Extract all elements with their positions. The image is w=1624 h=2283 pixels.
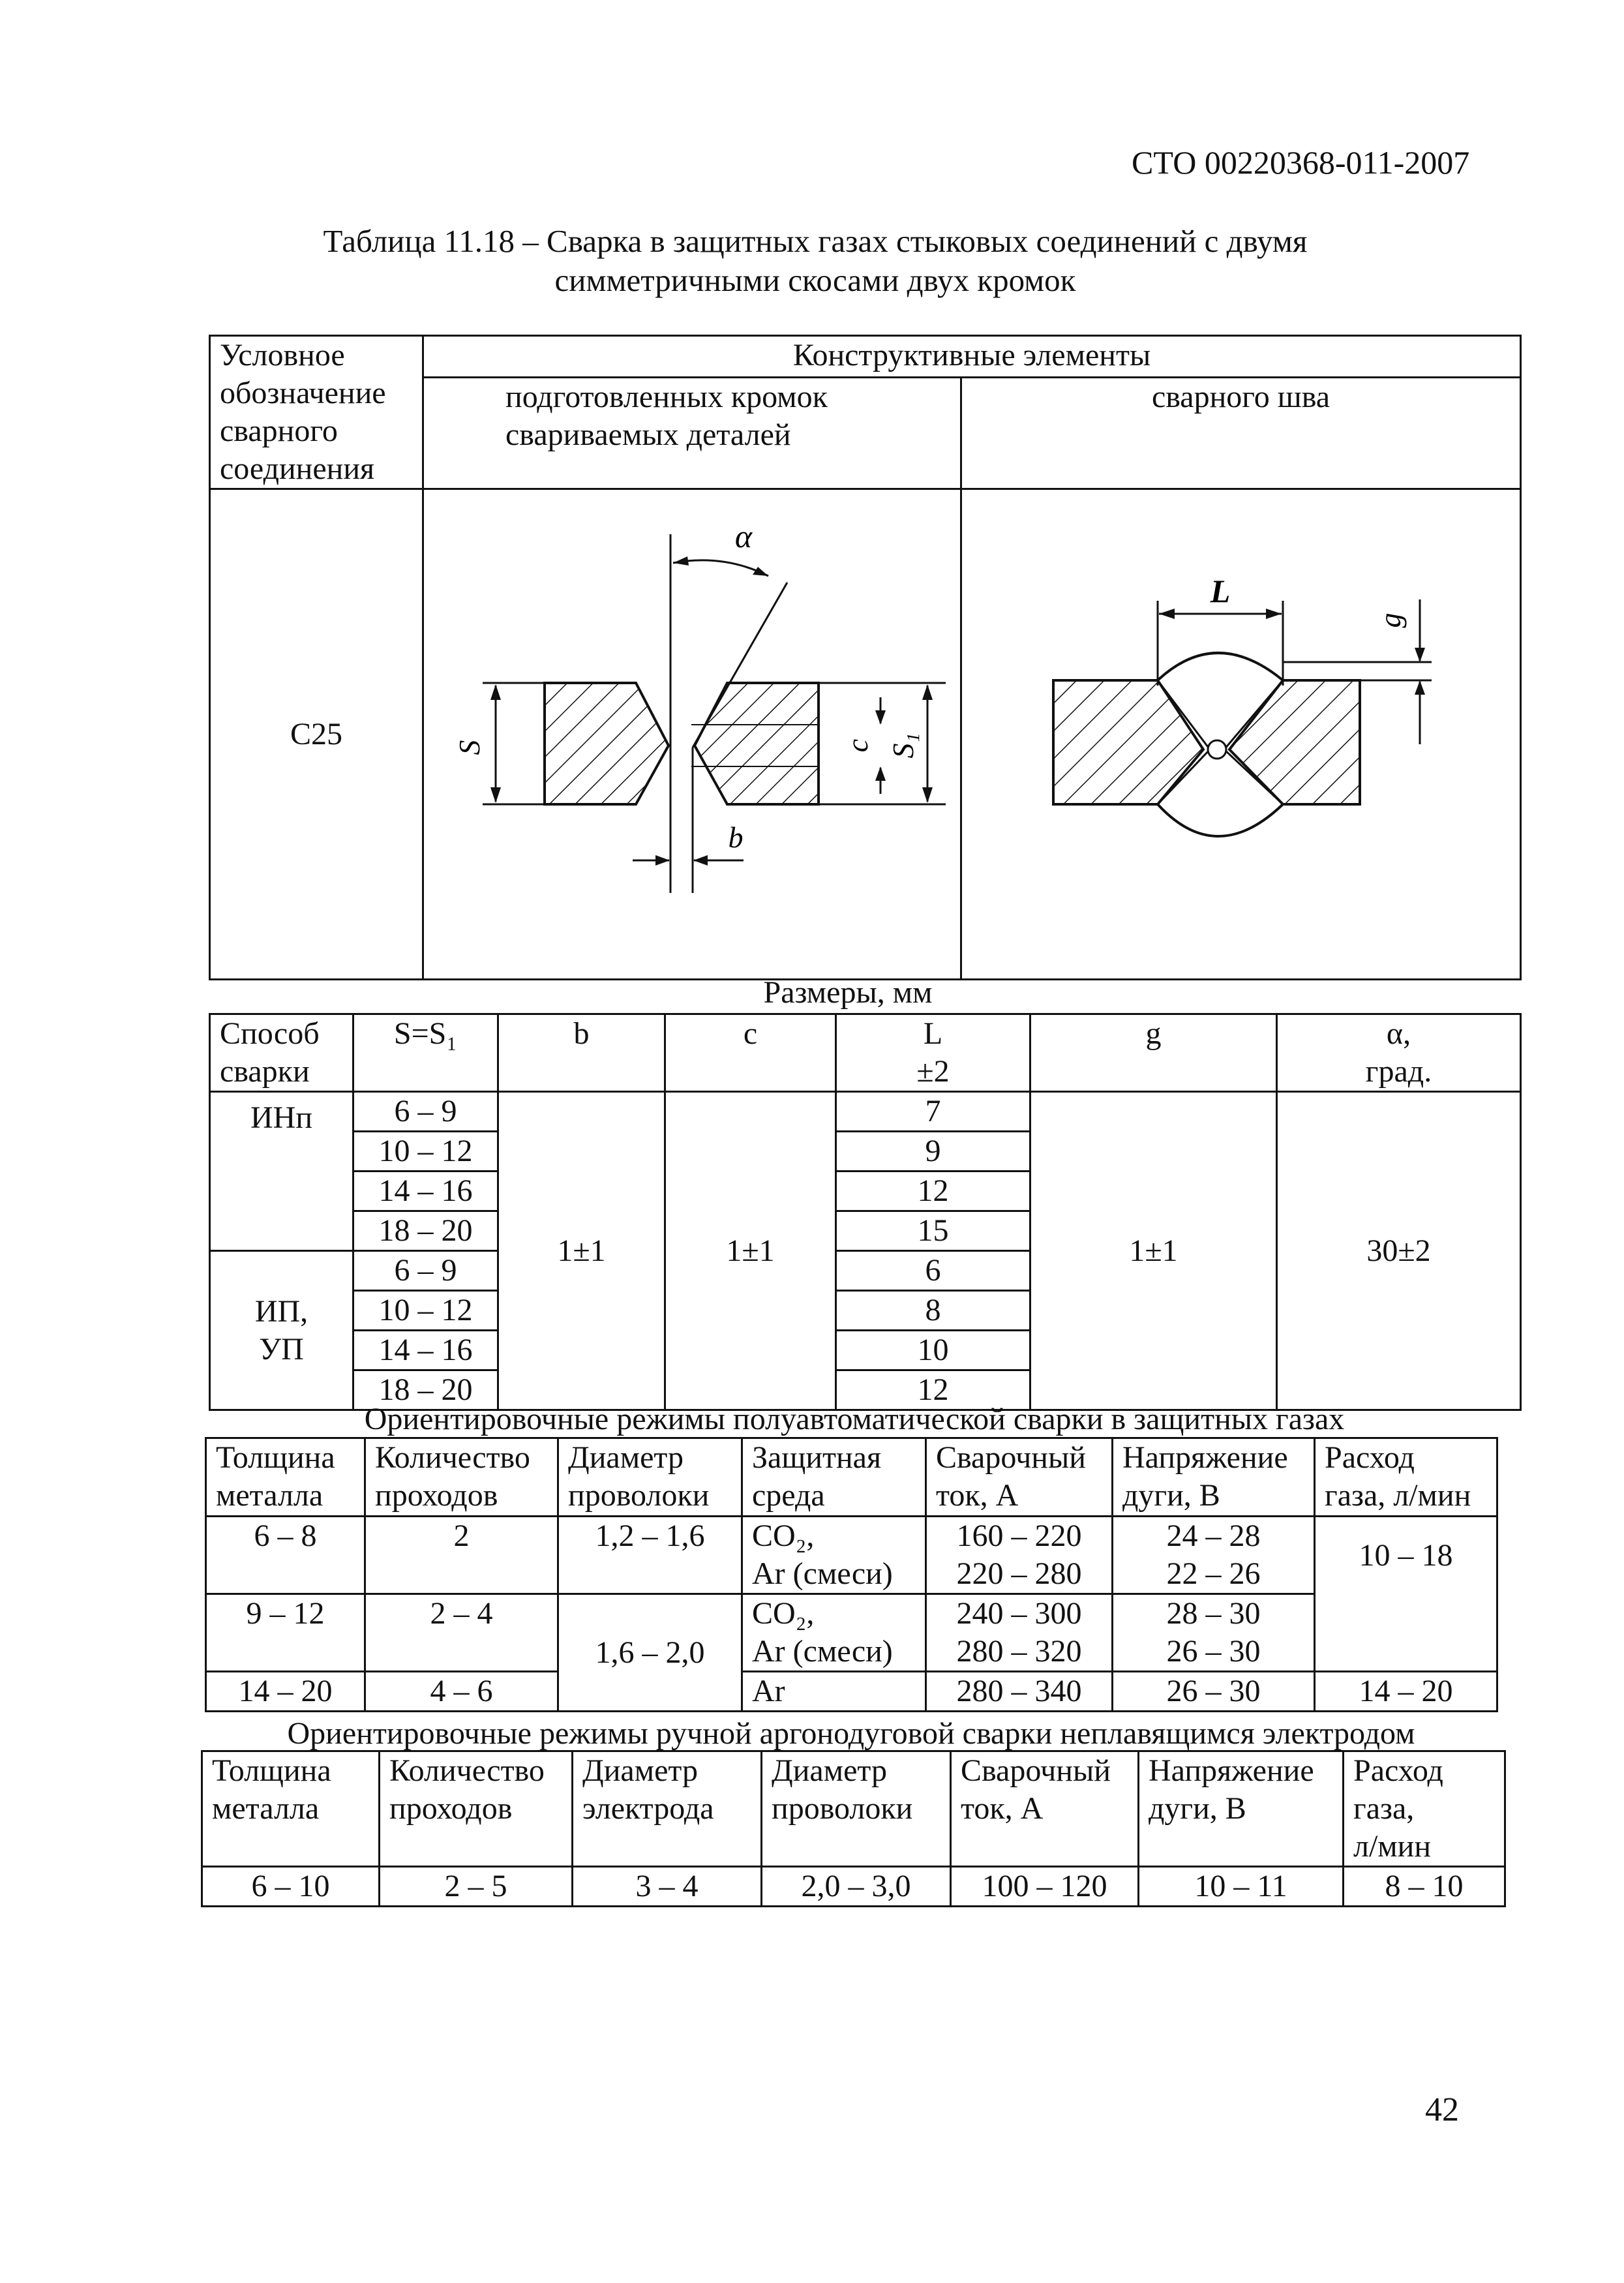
table-row: 28 – 30 26 – 30 [1113,1594,1315,1672]
table-row: 2,0 – 3,0 [762,1867,951,1907]
l-label: L [1210,573,1231,609]
table-row: 15 [836,1211,1030,1251]
electrode-header: Диаметр электрода [573,1751,762,1867]
c-header: c [665,1014,836,1092]
method-inp: ИНп [210,1092,353,1251]
table-row: Ar [742,1672,926,1712]
table-row: 6 – 9 [353,1251,498,1291]
document-code: СТО 00220368-011-2007 [1132,144,1470,181]
table-row: 2 [365,1517,558,1594]
table-row: 14 – 16 [353,1172,498,1211]
current-header: Сварочный ток, А [951,1751,1139,1867]
s-label: S [453,740,486,755]
table-row: 10 [836,1331,1030,1370]
c-label: c [841,738,874,753]
gas-header: Защитная среда [742,1438,926,1517]
left-plate [545,683,669,804]
page-number: 42 [1425,2091,1459,2128]
b-label: b [728,821,744,854]
table-caption-line1: Таблица 11.18 – Сварка в защитных газах стыковых соединений с двумя [323,223,1308,259]
table-row: 160 – 220 220 – 280 [926,1517,1113,1594]
flow-header: Расход газа, л/мин [1315,1438,1497,1517]
semiauto-table [205,1437,1498,1712]
table-row: 10 – 12 [353,1132,498,1172]
table-row: 6 [836,1251,1030,1291]
voltage-header: Напряжение дуги, В [1113,1438,1315,1517]
dimensions-title: Размеры, мм [763,975,933,1010]
alpha-header: α, град. [1277,1014,1521,1092]
table-row: 4 – 6 [365,1672,558,1712]
table-row: 2 – 4 [365,1594,558,1672]
prepared-edges-header: подготовленных кромок свариваемых деталей [423,378,961,489]
table-row: CO₂, Ar (смеси) [742,1517,926,1594]
g-label: g [1374,612,1407,628]
g-value: 1±1 [1030,1092,1277,1410]
table-row: 3 – 4 [573,1867,762,1907]
current-header: Сварочный ток, А [926,1438,1113,1517]
l-header: L ±2 [836,1014,1030,1092]
thickness-header: Толщина металла [202,1751,380,1867]
passes-header: Количество проходов [380,1751,573,1867]
symbol-value: С25 [210,489,423,980]
s-header: S=S₁ [353,1014,498,1092]
table-row: 9 – 12 [206,1594,365,1672]
table-row: 9 [836,1132,1030,1172]
alpha-label: α [734,518,753,554]
prepared-edges-diagram [424,490,959,978]
voltage-header: Напряжение дуги, В [1139,1751,1344,1867]
dimensions-table [209,1013,1522,1411]
prepared-edges-diagram-cell [423,489,961,980]
method-ip-up: ИП, УП [210,1251,353,1410]
table-row: 12 [836,1172,1030,1211]
table-row: 14 – 16 [353,1331,498,1370]
table-row: 18 – 20 [353,1370,498,1410]
table-row: 24 – 28 22 – 26 [1113,1517,1315,1594]
method-header: Способ сварки [210,1014,353,1092]
table-row: 10 – 12 [353,1291,498,1331]
weld-header: сварного шва [961,378,1521,489]
table-row: 240 – 300 280 – 320 [926,1594,1113,1672]
table-row: 7 [836,1092,1030,1132]
table-row: 6 – 9 [353,1092,498,1132]
table-row: 18 – 20 [353,1211,498,1251]
table-row: 280 – 340 [926,1672,1113,1712]
table-row: 1,2 – 1,6 [558,1517,742,1594]
table-row: 100 – 120 [951,1867,1139,1907]
thickness-header: Толщина металла [206,1438,365,1517]
weld-diagram [962,490,1518,978]
table-caption-line2: симметричными скосами двух кромок [554,262,1076,298]
alpha-value: 30±2 [1277,1092,1521,1410]
table-row: 10 – 11 [1139,1867,1344,1907]
elements-header: Конструктивные элементы [423,336,1521,378]
c-value: 1±1 [665,1092,836,1410]
b-value: 1±1 [498,1092,665,1410]
table-row: 12 [836,1370,1030,1410]
flow-header: Расход газа, л/мин [1344,1751,1505,1867]
table-row: CO₂, Ar (смеси) [742,1594,926,1672]
wire-value: 1,6 – 2,0 [558,1594,742,1712]
table-row: 26 – 30 [1113,1672,1315,1712]
semiauto-title: Ориентировочные режимы полуавтоматической сварки в защитных газах [364,1402,1345,1436]
g-header: g [1030,1014,1277,1092]
table-row: 6 – 10 [202,1867,380,1907]
table-row: 6 – 8 [206,1517,365,1594]
right-plate [695,683,819,804]
table-row: 14 – 20 [206,1672,365,1712]
joint-table [209,335,1522,980]
wire-header: Диаметр проволоки [762,1751,951,1867]
wire-header: Диаметр проволоки [558,1438,742,1517]
flow-value: 10 – 18 [1315,1517,1497,1672]
table-row: 8 [836,1291,1030,1331]
s1-label: S₁ [886,733,920,759]
passes-header: Количество проходов [365,1438,558,1517]
weld-diagram-cell [961,489,1521,980]
table-row: 14 – 20 [1315,1672,1497,1712]
symbol-header: Условное обозначение сварного соединения [210,336,423,489]
b-header: b [498,1014,665,1092]
manual-table [201,1750,1506,1907]
table-row: 8 – 10 [1344,1867,1505,1907]
manual-title: Ориентировочные режимы ручной аргонодуговой сварки неплавящимся электродом [287,1716,1415,1751]
table-row: 2 – 5 [380,1867,573,1907]
